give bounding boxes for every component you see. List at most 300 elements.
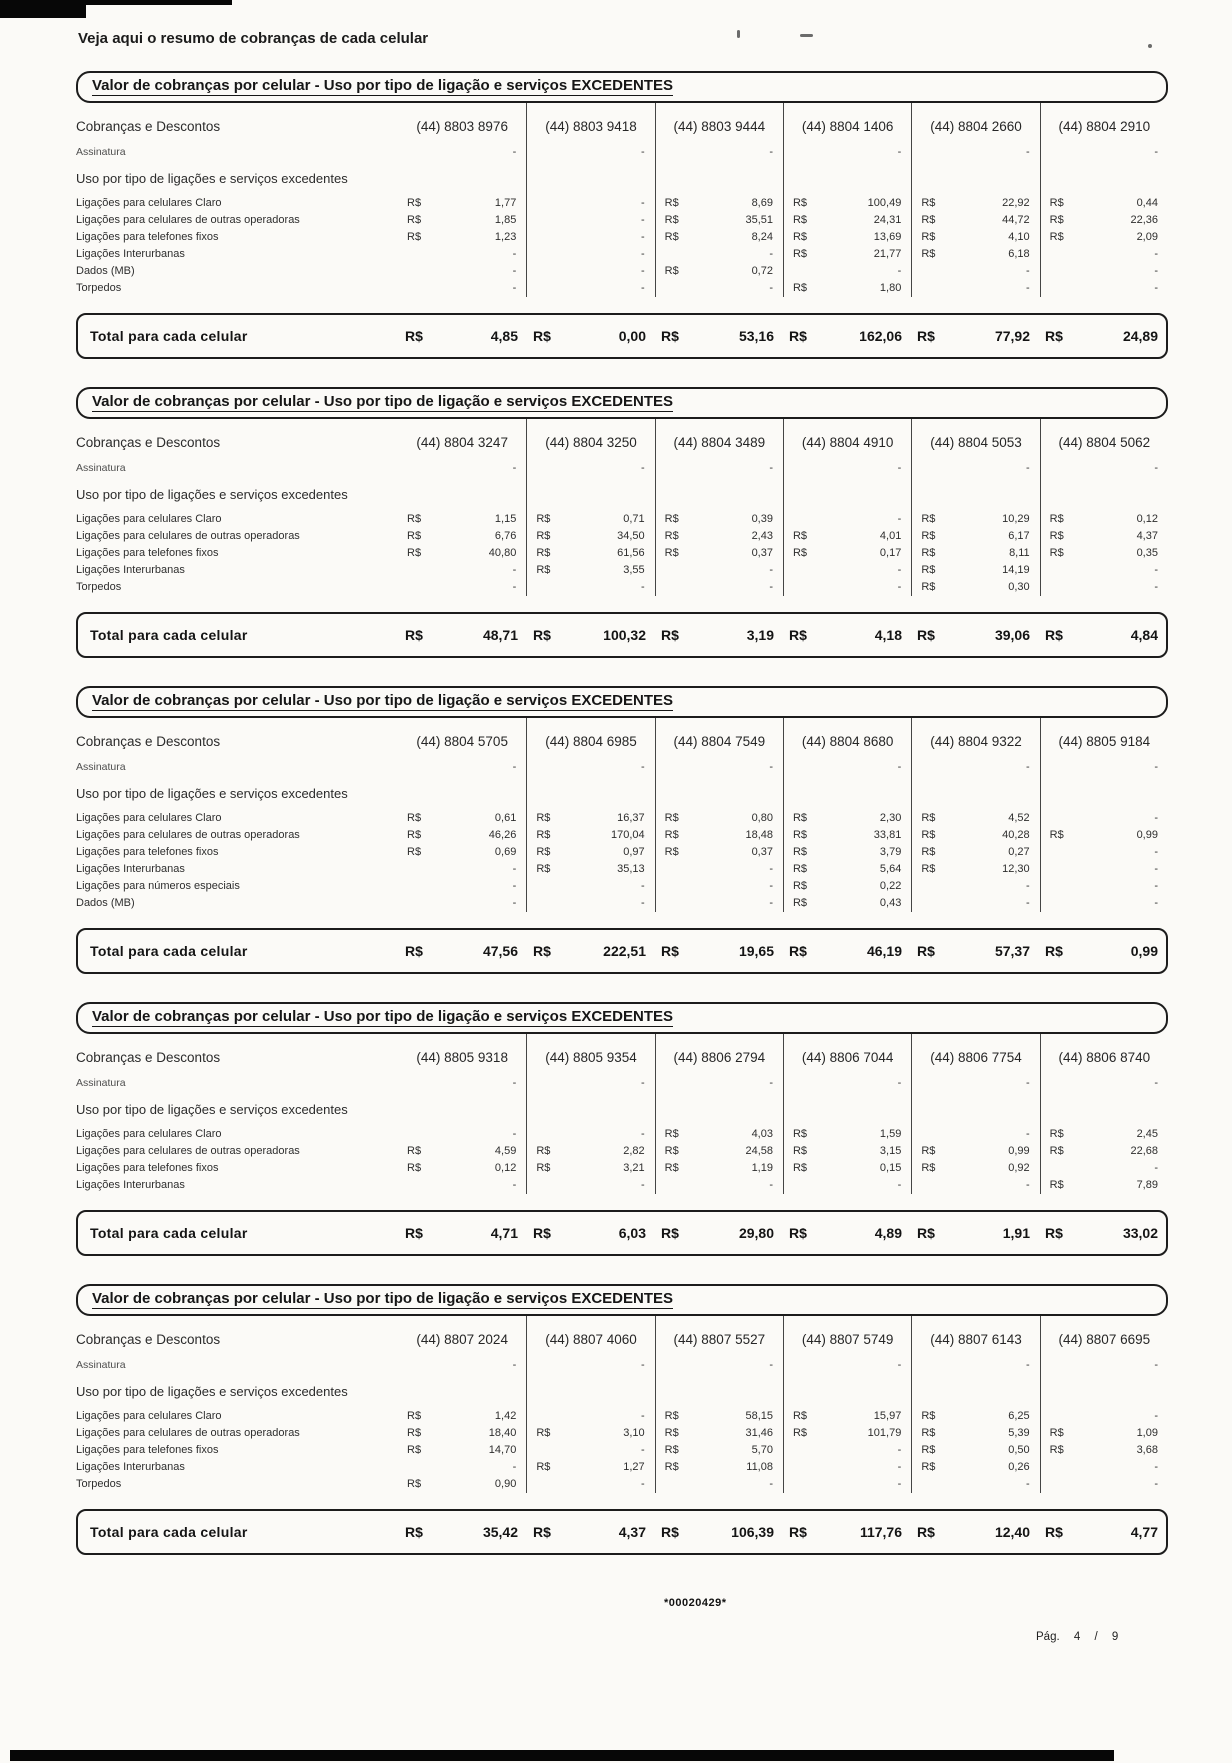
assinatura-value: - bbox=[911, 1357, 1039, 1377]
charge-row bbox=[76, 246, 1168, 263]
currency-symbol: R$ bbox=[405, 943, 423, 959]
charge-row bbox=[76, 810, 1168, 827]
usage-spacer bbox=[1040, 1095, 1168, 1126]
amount: 4,18 bbox=[874, 627, 902, 643]
phone-number: (44) 8804 3489 bbox=[655, 419, 783, 460]
currency-symbol: R$ bbox=[1049, 1179, 1064, 1191]
total-row bbox=[76, 928, 1168, 974]
currency-symbol: R$ bbox=[1045, 1524, 1063, 1540]
charge-row-label: Ligações para telefones fixos bbox=[76, 1162, 219, 1174]
currency-symbol: R$ bbox=[664, 547, 679, 559]
amount: 1,19 bbox=[751, 1162, 773, 1174]
usage-spacer bbox=[1040, 164, 1168, 195]
usage-header-row bbox=[76, 480, 1168, 511]
currency-symbol: R$ bbox=[664, 231, 679, 243]
empty-value: - bbox=[1154, 897, 1158, 909]
amount: 6,17 bbox=[1008, 530, 1030, 542]
assinatura-value: - bbox=[911, 1075, 1039, 1095]
amount: 8,24 bbox=[751, 231, 773, 243]
amount: 4,37 bbox=[1136, 530, 1158, 542]
amount: 47,56 bbox=[482, 943, 518, 959]
phone-number: (44) 8805 9354 bbox=[526, 1034, 654, 1075]
amount: 1,80 bbox=[879, 282, 902, 294]
charge-value bbox=[783, 1442, 911, 1459]
charge-row bbox=[76, 1177, 1168, 1194]
charge-row bbox=[76, 545, 1168, 562]
charge-value bbox=[911, 212, 1039, 229]
assinatura-row bbox=[76, 144, 1168, 164]
assinatura-value: - bbox=[655, 460, 783, 480]
currency-symbol: R$ bbox=[1045, 328, 1063, 344]
amount: 8,11 bbox=[1009, 547, 1030, 559]
currency-symbol: R$ bbox=[921, 564, 936, 576]
empty-value: - bbox=[897, 513, 902, 525]
charge-value bbox=[526, 827, 654, 844]
charge-row-label: Ligações Interurbanas bbox=[76, 248, 185, 260]
usage-spacer bbox=[655, 480, 783, 511]
phone-number: (44) 8804 7549 bbox=[655, 718, 783, 759]
phone-number: (44) 8805 9184 bbox=[1040, 718, 1168, 759]
charge-value bbox=[1040, 1160, 1168, 1177]
charge-value bbox=[911, 1425, 1039, 1442]
charge-value bbox=[398, 827, 526, 844]
charge-value bbox=[398, 229, 526, 246]
usage-header-row bbox=[76, 164, 1168, 195]
amount: 0,72 bbox=[751, 265, 773, 277]
empty-value: - bbox=[512, 1179, 517, 1191]
charge-value bbox=[398, 545, 526, 562]
section-title-text: Valor de cobranças por celular - Uso por tipo de ligação e serviços EXCEDENTES bbox=[92, 692, 674, 709]
phone-number: (44) 8804 9322 bbox=[911, 718, 1039, 759]
empty-value: - bbox=[1154, 248, 1158, 260]
amount: 0,99 bbox=[1136, 829, 1158, 841]
empty-value: - bbox=[512, 863, 517, 875]
amount: 100,32 bbox=[603, 627, 646, 643]
currency-symbol: R$ bbox=[536, 1427, 551, 1439]
charge-value bbox=[911, 1459, 1039, 1476]
amount: 0,99 bbox=[1130, 943, 1158, 959]
amount: 4,89 bbox=[874, 1225, 902, 1241]
charge-value bbox=[783, 1177, 911, 1194]
amount: 170,04 bbox=[611, 829, 645, 841]
charge-row-label: Dados (MB) bbox=[76, 265, 135, 277]
charge-value bbox=[526, 229, 654, 246]
assinatura-label: Assinatura bbox=[76, 761, 126, 773]
charge-value bbox=[911, 1126, 1039, 1143]
charge-value bbox=[911, 579, 1039, 596]
usage-header-row bbox=[76, 779, 1168, 810]
total-value bbox=[654, 328, 782, 344]
amount: 2,09 bbox=[1136, 231, 1158, 243]
assinatura-value: - bbox=[783, 1075, 911, 1095]
charge-value bbox=[911, 246, 1039, 263]
phones-row bbox=[76, 103, 1168, 144]
bill-section bbox=[76, 387, 1168, 658]
amount: 35,42 bbox=[482, 1524, 518, 1540]
currency-symbol: R$ bbox=[921, 1410, 936, 1422]
charge-value bbox=[398, 511, 526, 528]
currency-symbol: R$ bbox=[405, 328, 423, 344]
empty-value: - bbox=[640, 1128, 645, 1140]
charge-value bbox=[783, 1408, 911, 1425]
charge-value bbox=[655, 562, 783, 579]
assinatura-value: - bbox=[783, 460, 911, 480]
currency-symbol: R$ bbox=[405, 627, 423, 643]
usage-spacer bbox=[655, 164, 783, 195]
charge-row bbox=[76, 280, 1168, 297]
usage-header-label: Uso por tipo de ligações e serviços excedentes bbox=[76, 786, 348, 801]
charge-value bbox=[783, 246, 911, 263]
amount: 3,68 bbox=[1136, 1444, 1158, 1456]
currency-symbol: R$ bbox=[921, 248, 936, 260]
currency-symbol: R$ bbox=[536, 1162, 551, 1174]
total-row bbox=[76, 612, 1168, 658]
amount: 0,71 bbox=[623, 513, 645, 525]
phone-number: (44) 8807 6143 bbox=[911, 1316, 1039, 1357]
charge-value bbox=[1040, 1425, 1168, 1442]
charge-row bbox=[76, 827, 1168, 844]
currency-symbol: R$ bbox=[921, 863, 936, 875]
sections bbox=[76, 71, 1168, 1555]
amount: 1,59 bbox=[879, 1128, 902, 1140]
amount: 40,28 bbox=[1002, 829, 1030, 841]
empty-value: - bbox=[1154, 812, 1158, 824]
amount: 77,92 bbox=[994, 328, 1030, 344]
charge-value bbox=[1040, 545, 1168, 562]
empty-value: - bbox=[1154, 564, 1158, 576]
amount: 1,23 bbox=[494, 231, 517, 243]
currency-symbol: R$ bbox=[533, 328, 551, 344]
currency-symbol: R$ bbox=[407, 197, 422, 209]
currency-symbol: R$ bbox=[792, 812, 808, 824]
section-title-text: Valor de cobranças por celular - Uso por tipo de ligação e serviços EXCEDENTES bbox=[92, 1290, 674, 1307]
currency-symbol: R$ bbox=[536, 530, 551, 542]
empty-value: - bbox=[897, 581, 902, 593]
empty-value: - bbox=[769, 248, 773, 260]
charge-value bbox=[655, 861, 783, 878]
empty-value: - bbox=[512, 897, 517, 909]
currency-symbol: R$ bbox=[407, 846, 422, 858]
charge-row-label: Ligações para celulares Claro bbox=[76, 812, 222, 824]
total-value bbox=[782, 328, 910, 344]
charge-row-label: Ligações para telefones fixos bbox=[76, 547, 219, 559]
phone-number: (44) 8804 3247 bbox=[416, 435, 508, 450]
currency-symbol: R$ bbox=[1049, 1145, 1064, 1157]
amount: 46,26 bbox=[488, 829, 517, 841]
currency-symbol: R$ bbox=[664, 530, 679, 542]
amount: 2,43 bbox=[751, 530, 773, 542]
charge-value bbox=[398, 878, 526, 895]
total-value bbox=[1038, 328, 1166, 344]
amount: 15,97 bbox=[873, 1410, 902, 1422]
charge-value bbox=[398, 1408, 526, 1425]
total-value bbox=[398, 1524, 526, 1540]
charge-value bbox=[526, 861, 654, 878]
currency-symbol: R$ bbox=[921, 214, 936, 226]
charge-row bbox=[76, 1408, 1168, 1425]
currency-symbol: R$ bbox=[664, 1145, 679, 1157]
charge-row bbox=[76, 263, 1168, 280]
amount: 1,91 bbox=[1002, 1225, 1030, 1241]
phone-number: (44) 8804 3250 bbox=[526, 419, 654, 460]
charge-row-label: Ligações para celulares Claro bbox=[76, 1128, 222, 1140]
total-label: Total para cada celular bbox=[90, 627, 248, 643]
empty-value: - bbox=[640, 248, 645, 260]
charge-value bbox=[526, 528, 654, 545]
phone-number: (44) 8803 8976 bbox=[416, 119, 508, 134]
charge-value bbox=[526, 878, 654, 895]
amount: 0,27 bbox=[1008, 846, 1030, 858]
page-label: Pág. bbox=[1036, 1631, 1060, 1643]
charge-value bbox=[526, 280, 654, 297]
phone-number: (44) 8804 5705 bbox=[416, 734, 508, 749]
amount: 24,58 bbox=[745, 1145, 773, 1157]
charge-value bbox=[398, 1160, 526, 1177]
charge-row-label: Ligações para celulares Claro bbox=[76, 513, 222, 525]
total-value bbox=[398, 627, 526, 643]
amount: 4,84 bbox=[1130, 627, 1158, 643]
total-value bbox=[526, 1524, 654, 1540]
charge-value bbox=[398, 861, 526, 878]
section-title-text: Valor de cobranças por celular - Uso por tipo de ligação e serviços EXCEDENTES bbox=[92, 393, 674, 410]
charge-value bbox=[783, 1476, 911, 1493]
usage-spacer bbox=[783, 1377, 911, 1408]
currency-symbol: R$ bbox=[664, 846, 679, 858]
currency-symbol: R$ bbox=[792, 530, 808, 542]
amount: 7,89 bbox=[1136, 1179, 1158, 1191]
amount: 10,29 bbox=[1002, 513, 1030, 525]
charge-value bbox=[655, 844, 783, 861]
currency-symbol: R$ bbox=[792, 248, 808, 260]
amount: 4,52 bbox=[1008, 812, 1030, 824]
charge-rows bbox=[76, 511, 1168, 596]
charge-value bbox=[398, 1442, 526, 1459]
empty-value: - bbox=[1154, 1461, 1158, 1473]
currency-symbol: R$ bbox=[661, 627, 679, 643]
charge-value bbox=[1040, 263, 1168, 280]
section-title-pill bbox=[76, 387, 1168, 419]
currency-symbol: R$ bbox=[661, 1225, 679, 1241]
charge-row bbox=[76, 511, 1168, 528]
empty-value: - bbox=[1154, 1162, 1158, 1174]
phone-number: (44) 8807 6695 bbox=[1040, 1316, 1168, 1357]
charge-row-label: Torpedos bbox=[76, 581, 122, 593]
usage-spacer bbox=[1040, 1377, 1168, 1408]
amount: 0,80 bbox=[751, 812, 773, 824]
amount: 34,50 bbox=[617, 530, 645, 542]
assinatura-value: - bbox=[1040, 144, 1168, 164]
charge-value bbox=[911, 878, 1039, 895]
currency-symbol: R$ bbox=[1045, 943, 1063, 959]
total-value bbox=[910, 627, 1038, 643]
currency-symbol: R$ bbox=[536, 846, 551, 858]
assinatura-row bbox=[76, 759, 1168, 779]
charge-value bbox=[911, 1476, 1039, 1493]
charge-value bbox=[1040, 579, 1168, 596]
amount: 6,03 bbox=[618, 1225, 646, 1241]
charge-row bbox=[76, 1425, 1168, 1442]
amount: 14,19 bbox=[1002, 564, 1030, 576]
charge-value bbox=[655, 1126, 783, 1143]
charge-value bbox=[526, 212, 654, 229]
amount: 57,37 bbox=[994, 943, 1030, 959]
currency-symbol: R$ bbox=[921, 812, 936, 824]
amount: 0,12 bbox=[494, 1162, 517, 1174]
amount: 3,55 bbox=[623, 564, 645, 576]
amount: 4,59 bbox=[494, 1145, 517, 1157]
currency-symbol: R$ bbox=[664, 1128, 679, 1140]
phone-number: (44) 8807 5749 bbox=[783, 1316, 911, 1357]
total-row bbox=[76, 1509, 1168, 1555]
total-value bbox=[782, 1225, 910, 1241]
empty-value: - bbox=[1154, 846, 1158, 858]
charge-value bbox=[655, 263, 783, 280]
charge-value bbox=[911, 810, 1039, 827]
charge-row-label: Ligações para telefones fixos bbox=[76, 846, 219, 858]
currency-symbol: R$ bbox=[536, 1461, 551, 1473]
total-value bbox=[910, 1524, 1038, 1540]
usage-spacer bbox=[526, 164, 654, 195]
amount: 5,70 bbox=[751, 1444, 773, 1456]
empty-value: - bbox=[512, 581, 517, 593]
charge-value bbox=[398, 1143, 526, 1160]
currency-symbol: R$ bbox=[664, 812, 679, 824]
assinatura-value: - bbox=[526, 1075, 654, 1095]
page-separator: / bbox=[1094, 1631, 1098, 1643]
total-value bbox=[910, 328, 1038, 344]
charge-row bbox=[76, 212, 1168, 229]
phone-number: (44) 8804 5053 bbox=[911, 419, 1039, 460]
currency-symbol: R$ bbox=[921, 513, 936, 525]
assinatura-value: - bbox=[512, 1077, 517, 1089]
assinatura-label: Assinatura bbox=[76, 1077, 126, 1089]
total-value bbox=[526, 627, 654, 643]
usage-spacer bbox=[655, 1377, 783, 1408]
page-current: 4 bbox=[1073, 1631, 1081, 1643]
charge-value bbox=[1040, 1177, 1168, 1194]
charge-value bbox=[398, 212, 526, 229]
phone-number: (44) 8806 2794 bbox=[655, 1034, 783, 1075]
phone-number: (44) 8807 5527 bbox=[655, 1316, 783, 1357]
amount: 0,39 bbox=[751, 513, 773, 525]
empty-value: - bbox=[769, 564, 773, 576]
usage-spacer bbox=[783, 1095, 911, 1126]
amount: 3,21 bbox=[623, 1162, 645, 1174]
charge-row bbox=[76, 895, 1168, 912]
charge-row bbox=[76, 579, 1168, 596]
empty-value: - bbox=[1154, 282, 1158, 294]
empty-value: - bbox=[512, 248, 517, 260]
charge-value bbox=[783, 844, 911, 861]
currency-symbol: R$ bbox=[664, 197, 679, 209]
amount: 0,50 bbox=[1008, 1444, 1030, 1456]
amount: 162,06 bbox=[859, 328, 902, 344]
total-value bbox=[526, 1225, 654, 1241]
charge-value bbox=[911, 1143, 1039, 1160]
charge-value bbox=[655, 1442, 783, 1459]
amount: 3,79 bbox=[879, 846, 902, 858]
currency-symbol: R$ bbox=[1045, 1225, 1063, 1241]
charge-value bbox=[655, 827, 783, 844]
charge-value bbox=[526, 1459, 654, 1476]
charge-value bbox=[1040, 1459, 1168, 1476]
amount: 48,71 bbox=[482, 627, 518, 643]
empty-value: - bbox=[1154, 581, 1158, 593]
total-value bbox=[1038, 1225, 1166, 1241]
amount: 0,00 bbox=[618, 328, 646, 344]
usage-spacer bbox=[783, 164, 911, 195]
currency-symbol: R$ bbox=[921, 197, 936, 209]
total-label: Total para cada celular bbox=[90, 328, 248, 344]
amount: 4,71 bbox=[490, 1225, 518, 1241]
currency-symbol: R$ bbox=[917, 1225, 935, 1241]
assinatura-row bbox=[76, 460, 1168, 480]
total-value bbox=[1038, 627, 1166, 643]
phones-row bbox=[76, 718, 1168, 759]
amount: 33,81 bbox=[873, 829, 902, 841]
assinatura-value: - bbox=[783, 144, 911, 164]
amount: 2,82 bbox=[623, 1145, 645, 1157]
empty-value: - bbox=[1025, 265, 1030, 277]
charge-row bbox=[76, 1143, 1168, 1160]
amount: 4,85 bbox=[490, 328, 518, 344]
amount: 33,02 bbox=[1122, 1225, 1158, 1241]
section-title-pill bbox=[76, 1284, 1168, 1316]
currency-symbol: R$ bbox=[1049, 829, 1064, 841]
usage-spacer bbox=[783, 480, 911, 511]
charge-value bbox=[398, 562, 526, 579]
amount: 4,77 bbox=[1130, 1524, 1158, 1540]
currency-symbol: R$ bbox=[1049, 1427, 1064, 1439]
charge-value bbox=[655, 1408, 783, 1425]
empty-value: - bbox=[1025, 880, 1030, 892]
charge-value bbox=[655, 545, 783, 562]
charge-value bbox=[655, 1425, 783, 1442]
amount: 0,22 bbox=[879, 880, 902, 892]
charge-value bbox=[911, 827, 1039, 844]
assinatura-label: Assinatura bbox=[76, 462, 126, 474]
amount: 0,92 bbox=[1008, 1162, 1030, 1174]
charge-value bbox=[1040, 528, 1168, 545]
currency-symbol: R$ bbox=[792, 282, 808, 294]
currency-symbol: R$ bbox=[789, 328, 807, 344]
amount: 3,10 bbox=[623, 1427, 645, 1439]
charge-value bbox=[911, 1160, 1039, 1177]
empty-value: - bbox=[640, 1179, 645, 1191]
total-value bbox=[398, 328, 526, 344]
currency-symbol: R$ bbox=[664, 1162, 679, 1174]
charge-value bbox=[526, 1425, 654, 1442]
currency-symbol: R$ bbox=[792, 231, 808, 243]
charge-value bbox=[783, 579, 911, 596]
amount: 0,43 bbox=[879, 897, 902, 909]
charge-value bbox=[911, 1408, 1039, 1425]
amount: 2,45 bbox=[1136, 1128, 1158, 1140]
usage-spacer bbox=[911, 1377, 1039, 1408]
amount: 12,40 bbox=[994, 1524, 1030, 1540]
currency-symbol: R$ bbox=[533, 943, 551, 959]
currency-symbol: R$ bbox=[789, 1524, 807, 1540]
charge-value bbox=[1040, 1126, 1168, 1143]
charge-value bbox=[526, 1126, 654, 1143]
charge-row-label: Ligações para celulares de outras operadoras bbox=[76, 1145, 300, 1157]
total-row bbox=[76, 313, 1168, 359]
charges-header: Cobranças e Descontos bbox=[76, 1332, 221, 1347]
assinatura-value: - bbox=[1040, 460, 1168, 480]
charge-value bbox=[783, 895, 911, 912]
empty-value: - bbox=[1025, 1478, 1030, 1490]
currency-symbol: R$ bbox=[661, 943, 679, 959]
